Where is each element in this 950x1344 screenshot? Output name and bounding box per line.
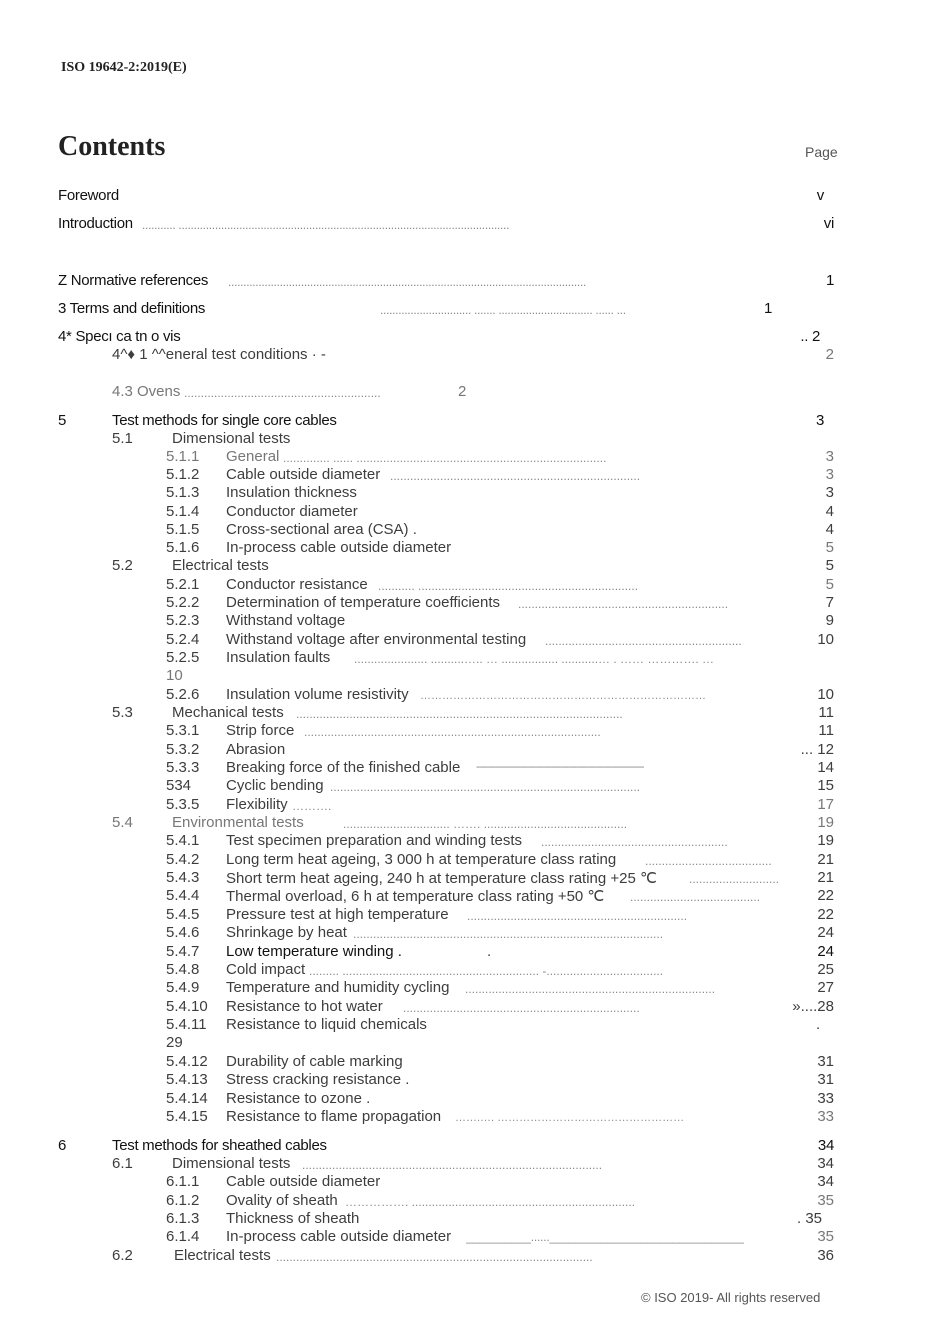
toc-entry-page: 1 (825, 272, 834, 289)
toc-entry[interactable] (0, 1090, 950, 1108)
toc-entry-title: Long term heat ageing, 3 000 h at temperature class rating (226, 851, 617, 868)
toc-entry-page: 22 (817, 906, 834, 923)
toc-entry-title: Low temperature winding . (226, 943, 402, 960)
toc-entry[interactable] (0, 686, 950, 704)
toc-entry-number: 5.2.5 (166, 649, 200, 666)
toc-leader: ...................................................................................................................... (228, 275, 587, 289)
toc-entry-title: Cold impact (226, 961, 306, 978)
toc-entry-number: 5.2.3 (166, 612, 200, 629)
toc-entry-title: Cable outside diameter (226, 1173, 381, 1190)
toc-leader: ........... ............................................................................................................. (142, 218, 510, 232)
toc-leader: ............................................................................................. (330, 780, 641, 794)
toc-entry-page: ... 12 (800, 741, 834, 758)
toc-entry-title: Flexibility (226, 796, 288, 813)
toc-entry[interactable] (0, 759, 950, 777)
toc-entry-title: Cyclic bending (226, 777, 324, 794)
toc-entry-title: Resistance to ozone . (226, 1090, 371, 1107)
toc-entry-number: 5.4.4 (166, 887, 200, 904)
toc-entry-page: 1 (764, 300, 773, 317)
toc-entry-number: 5.4.9 (166, 979, 200, 996)
toc-entry[interactable] (0, 1155, 950, 1173)
toc-entry[interactable] (0, 796, 950, 814)
toc-entry[interactable] (0, 1071, 950, 1089)
toc-entry-page: 5 (825, 557, 834, 574)
toc-entry-title: Foreword (58, 187, 119, 204)
toc-leader: ....................................................................... (403, 1001, 640, 1015)
toc-entry-number: 5.3 (112, 704, 133, 721)
toc-entry-title: Insulation volume resistivity (226, 686, 409, 703)
toc-entry-wrapped-page (0, 1034, 950, 1052)
toc-entry-page: 15 (817, 777, 834, 794)
toc-leader: ....................................... (630, 890, 761, 904)
toc-entry-page: 21 (817, 869, 834, 886)
toc-entry-number: 5.3.2 (166, 741, 200, 758)
toc-leader: ........................................................ (541, 835, 728, 849)
toc-entry-number: 5.1.2 (166, 466, 200, 483)
toc-entry[interactable] (0, 649, 950, 667)
toc-leader: ........................................................................... (465, 982, 716, 996)
toc-entry-number: 5.4.1 (166, 832, 200, 849)
toc-entry-page: 22 (817, 887, 834, 904)
toc-entry-title: Cable outside diameter (226, 466, 381, 483)
toc-entry[interactable] (0, 346, 950, 364)
toc-entry-page: 3 (825, 466, 834, 483)
toc-entry-page: 10 (166, 667, 183, 684)
toc-entry-page: 34 (817, 1155, 834, 1172)
toc-entry[interactable] (0, 1210, 950, 1228)
toc-entry-title: Z Normative references (58, 272, 209, 289)
toc-entry-title: Withstand voltage (226, 612, 346, 629)
toc-entry-page: 24 (817, 943, 834, 960)
toc-leader: ........................................................... (184, 386, 381, 400)
copyright-footer: © ISO 2019- All rights reserved (641, 1290, 821, 1305)
toc-entry[interactable] (0, 741, 950, 759)
toc-leader: ........................... (689, 872, 780, 886)
toc-entry-page: 31 (817, 1053, 834, 1070)
toc-entry[interactable] (0, 704, 950, 722)
toc-entry[interactable] (0, 998, 950, 1016)
toc-entry-title: 4^♦ 1 ^^eneral test conditions · - (112, 346, 326, 363)
toc-entry-number: 5.4.14 (166, 1090, 208, 1107)
toc-entry[interactable] (0, 412, 950, 430)
toc-entry[interactable] (0, 869, 950, 887)
toc-entry[interactable] (0, 430, 950, 448)
toc-entry[interactable] (0, 631, 950, 649)
toc-entry-title: Shrinkage by heat (226, 924, 347, 941)
toc-entry[interactable] (0, 328, 950, 346)
toc-entry-title: Resistance to flame propagation (226, 1108, 442, 1125)
toc-leader: ......................................................................................... (304, 725, 601, 739)
toc-entry-page: 4 (825, 503, 834, 520)
toc-entry-title: Thickness of sheath (226, 1210, 360, 1227)
toc-entry[interactable] (0, 521, 950, 539)
toc-entry-number: 5.4.3 (166, 869, 200, 886)
toc-leader: ............................................................... (518, 597, 729, 611)
toc-entry-page: 10 (817, 631, 834, 648)
toc-entry-title: Breaking force of the finished cable (226, 759, 461, 776)
toc-entry-page: 5 (825, 576, 834, 593)
toc-entry[interactable] (0, 1108, 950, 1126)
toc-entry-title: Temperature and humidity cycling (226, 979, 450, 996)
toc-entry-page: 29 (166, 1034, 183, 1051)
toc-entry[interactable] (0, 1192, 950, 1210)
toc-leader: …….…. …………………………………………… (455, 1112, 685, 1124)
toc-entry-page: vi (823, 215, 834, 232)
toc-entry-title: Ovality of sheath (226, 1192, 338, 1209)
toc-entry-page: 27 (817, 979, 834, 996)
toc-entry-page: 33 (817, 1090, 834, 1107)
toc-leader: …………………………………………………………………… (420, 690, 706, 702)
toc-entry-number: 6.1.1 (166, 1173, 200, 1190)
toc-entry-number: 5.1.1 (166, 448, 200, 465)
toc-entry[interactable] (0, 1228, 950, 1246)
toc-leader: .......................................................................................... (302, 1158, 603, 1172)
toc-entry[interactable] (0, 448, 950, 466)
toc-entry-page: 2 (825, 346, 834, 363)
toc-entry-number: 5.2 (112, 557, 133, 574)
toc-leader: ......... ........................................................... -................................... (309, 964, 664, 978)
toc-entry-number: 5.4 (112, 814, 133, 831)
toc-entry[interactable] (0, 484, 950, 502)
toc-entry[interactable] (0, 1247, 950, 1265)
toc-entry-title: 4.3 Ovens (112, 383, 181, 400)
toc-entry-page: . 35 (797, 1210, 823, 1227)
toc-entry-page: 14 (817, 759, 834, 776)
toc-entry-page: 19 (817, 832, 834, 849)
toc-leader: .................................................................. (467, 909, 688, 923)
toc-entry-number: 6.1.4 (166, 1228, 200, 1245)
toc-entry[interactable] (0, 187, 950, 205)
toc-entry-title: Electrical tests (172, 557, 269, 574)
toc-entry-title: Durability of cable marking (226, 1053, 403, 1070)
page-title: Contents (58, 131, 166, 162)
toc-entry-number: 6.1.3 (166, 1210, 200, 1227)
toc-entry[interactable] (0, 943, 950, 961)
toc-entry-title: In-process cable outside diameter (226, 539, 452, 556)
toc-entry-title: In-process cable outside diameter (226, 1228, 452, 1245)
toc-entry-page: 2 (458, 383, 467, 400)
toc-entry-title: Test methods for sheathed cables (112, 1137, 327, 1154)
toc-leader: .................................................................................................. (296, 707, 623, 721)
toc-entry-page: 34 (817, 1137, 834, 1154)
toc-entry-number: 5.3.5 (166, 796, 200, 813)
toc-entry-number: 5.4.7 (166, 943, 200, 960)
toc-entry-page: 11 (818, 704, 834, 721)
toc-entry[interactable] (0, 1016, 950, 1034)
toc-leader: ........................................................................... (390, 469, 641, 483)
toc-entry-page: 3 (825, 448, 834, 465)
toc-entry-page: »....28 (792, 998, 834, 1015)
toc-entry-page: 7 (825, 594, 834, 611)
toc-entry-title: Abrasion (226, 741, 286, 758)
toc-entry-title: Dimensional tests (172, 430, 291, 447)
toc-entry-title: Cross-sectional area (CSA) . (226, 521, 417, 538)
toc-entry-page: 5 (825, 539, 834, 556)
toc-entry-title: Introduction (58, 215, 133, 232)
toc-leader: ............................................................................................... (276, 1250, 593, 1264)
toc-leader: __________......______________________________ (466, 1230, 744, 1244)
toc-leader: ...................................... (645, 854, 772, 868)
toc-entry[interactable] (0, 300, 950, 318)
toc-entry[interactable] (0, 832, 950, 850)
toc-entry-title: Electrical tests (174, 1247, 271, 1264)
toc-entry-page: 10 (817, 686, 834, 703)
toc-leader: . (487, 943, 492, 960)
toc-entry-title: Mechanical tests (172, 704, 284, 721)
toc-leader: ........................................................... (545, 634, 742, 648)
toc-entry-title: Short term heat ageing, 240 h at temperature class rating +25 ℃ (226, 870, 657, 887)
toc-entry-page: 35 (817, 1228, 834, 1245)
toc-leader: .............................. ....... ............................... ...... ... (380, 303, 626, 317)
toc-leader: --------------------------------------------------------------- (476, 761, 644, 773)
toc-leader: ................................ ……. ........................................... (343, 817, 628, 831)
toc-entry-page: 3 (815, 412, 824, 429)
toc-entry-page: 4 (825, 521, 834, 538)
toc-entry[interactable] (0, 215, 950, 233)
toc-entry[interactable] (0, 576, 950, 594)
toc-entry-page: 3 (825, 484, 834, 501)
toc-entry-title: Stress cracking resistance . (226, 1071, 410, 1088)
toc-leader: ……………. ................................................................... (345, 1195, 636, 1209)
toc-entry-wrapped-page (0, 667, 950, 685)
toc-entry[interactable] (0, 887, 950, 905)
toc-entry-page: 17 (817, 796, 834, 813)
toc-entry-number: 5.4.13 (166, 1071, 208, 1088)
page-column-label: Page (805, 144, 838, 160)
toc-entry[interactable] (0, 961, 950, 979)
toc-entry-number: 5.1 (112, 430, 133, 447)
toc-entry-number: 534 (166, 777, 192, 794)
toc-entry-number: 5.4.6 (166, 924, 200, 941)
toc-entry-number: 5.3.1 (166, 722, 200, 739)
toc-entry-page: 25 (817, 961, 834, 978)
toc-entry-number: 5.1.3 (166, 484, 200, 501)
toc-entry-title: Insulation faults (226, 649, 331, 666)
toc-entry-number: 5.4.10 (166, 998, 208, 1015)
toc-leader: ........... .................................................................. (378, 579, 639, 593)
toc-leader: .............. ...... ........................................................................... (283, 451, 607, 465)
toc-entry[interactable] (0, 979, 950, 997)
toc-entry-number: 5.4.11 (166, 1016, 207, 1033)
toc-entry[interactable] (0, 851, 950, 869)
toc-entry-number: 6.1 (112, 1155, 133, 1172)
toc-entry-page: 31 (817, 1071, 834, 1088)
toc-entry-page: 34 (817, 1173, 834, 1190)
toc-entry-number: 6.2 (112, 1247, 133, 1264)
toc-entry-page: 24 (817, 924, 834, 941)
toc-entry-number: 5.2.2 (166, 594, 200, 611)
toc-entry-page: 9 (825, 612, 834, 629)
toc-entry[interactable] (0, 594, 950, 612)
toc-entry-title: 4* Specı ca tn o vis (58, 328, 181, 345)
toc-entry[interactable] (0, 503, 950, 521)
toc-entry[interactable] (0, 906, 950, 924)
toc-entry-title: Resistance to hot water (226, 998, 383, 1015)
toc-entry-title: Pressure test at high temperature (226, 906, 449, 923)
toc-entry[interactable] (0, 1173, 950, 1191)
toc-entry-number: 6 (58, 1137, 67, 1154)
toc-entry-page: 35 (817, 1192, 834, 1209)
document-id: ISO 19642-2:2019(E) (61, 60, 187, 75)
toc-entry-title: Environmental tests (172, 814, 304, 831)
toc-entry[interactable] (0, 924, 950, 942)
toc-entry[interactable] (0, 1053, 950, 1071)
toc-entry-page: v (816, 187, 824, 204)
toc-leader: ...................... ..........….. … ................. ...........… . …… …………. … (354, 652, 715, 666)
toc-entry-number: 5.4.12 (166, 1053, 208, 1070)
toc-entry[interactable] (0, 539, 950, 557)
toc-entry-number: 5.3.3 (166, 759, 200, 776)
toc-leader: ............................................................................................. (353, 927, 664, 941)
toc-entry-number: 5.2.4 (166, 631, 200, 648)
toc-entry-title: 3 Terms and definitions (58, 300, 206, 317)
toc-entry-number: 5 (58, 412, 67, 429)
toc-entry-title: Insulation thickness (226, 484, 357, 501)
toc-entry-page: . (816, 1016, 821, 1033)
toc-entry-number: 5.2.6 (166, 686, 200, 703)
toc-entry-title: Conductor diameter (226, 503, 358, 520)
toc-entry-number: 5.1.5 (166, 521, 200, 538)
toc-entry-title: Dimensional tests (172, 1155, 291, 1172)
toc-entry-title: Conductor resistance (226, 576, 368, 593)
toc-entry-number: 5.4.8 (166, 961, 200, 978)
toc-entry-number: 6.1.2 (166, 1192, 200, 1209)
toc-entry-title: Thermal overload, 6 h at temperature class rating +50 ℃ (226, 888, 605, 905)
toc-entry-number: 5.4.5 (166, 906, 200, 923)
toc-entry-title: General (226, 448, 280, 465)
toc-entry-page: 21 (817, 851, 834, 868)
toc-leader: ………. (292, 799, 332, 813)
toc-entry[interactable] (0, 466, 950, 484)
toc-entry[interactable] (0, 612, 950, 630)
toc-entry[interactable] (0, 272, 950, 290)
toc-entry-title: Test methods for single core cables (112, 412, 337, 429)
toc-entry[interactable] (0, 777, 950, 795)
toc-entry-number: 5.4.15 (166, 1108, 208, 1125)
toc-entry-title: Withstand voltage after environmental testing (226, 631, 527, 648)
toc-entry-number: 5.1.4 (166, 503, 200, 520)
toc-entry-title: Test specimen preparation and winding tests (226, 832, 523, 849)
toc-entry-page: 19 (817, 814, 834, 831)
toc-entry-number: 5.2.1 (166, 576, 200, 593)
toc-entry-title: Resistance to liquid chemicals (226, 1016, 427, 1033)
toc-entry-page: 11 (818, 722, 834, 739)
toc-entry-title: Determination of temperature coefficients (226, 594, 501, 611)
toc-entry[interactable] (0, 557, 950, 575)
toc-entry[interactable] (0, 722, 950, 740)
toc-entry-title: Strip force (226, 722, 295, 739)
toc-entry-page: 33 (817, 1108, 834, 1125)
toc-entry-page: 36 (817, 1247, 834, 1264)
toc-entry-page: .. 2 (800, 328, 820, 345)
toc-entry[interactable] (0, 383, 950, 401)
toc-entry-number: 5.4.2 (166, 851, 200, 868)
toc-entry-number: 5.1.6 (166, 539, 200, 556)
toc-entry[interactable] (0, 814, 950, 832)
toc-entry[interactable] (0, 1137, 950, 1155)
